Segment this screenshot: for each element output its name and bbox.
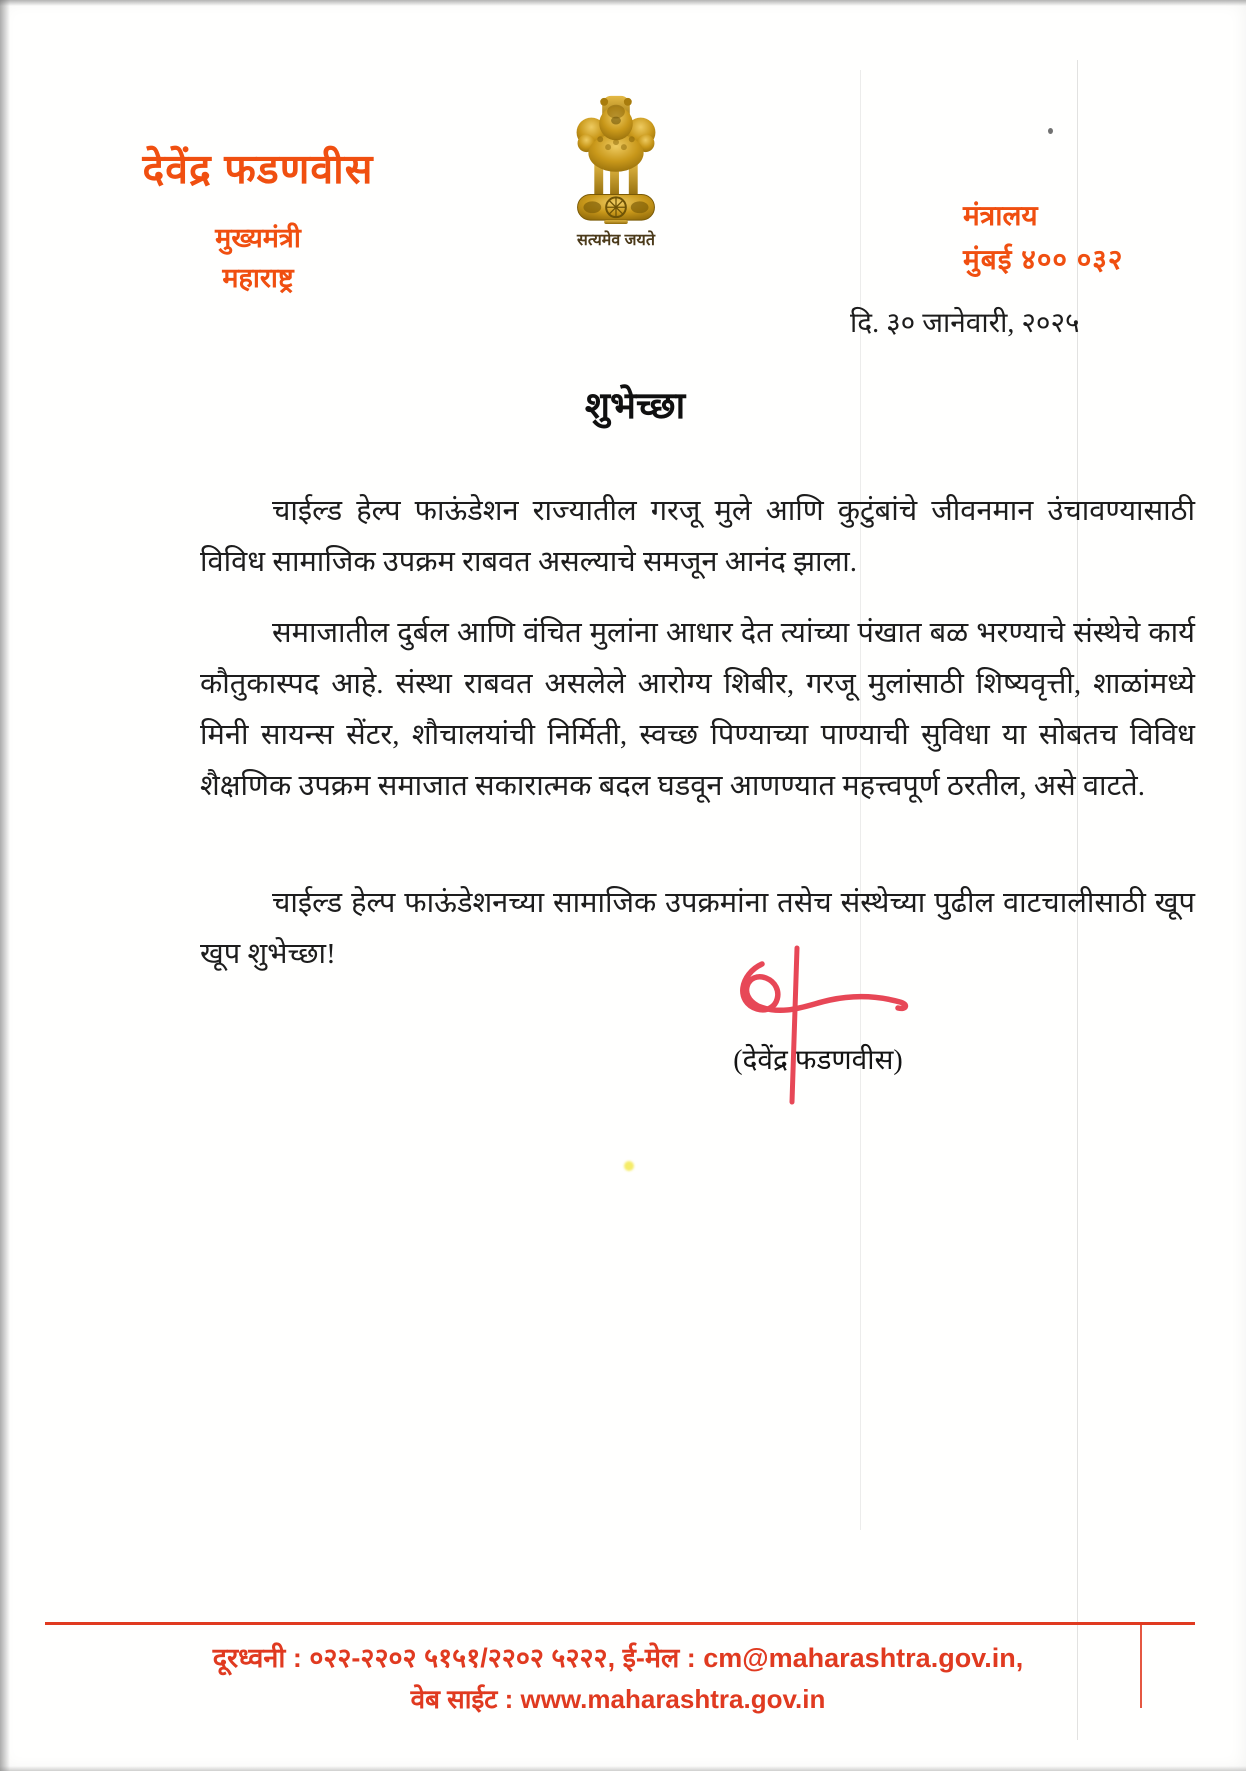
scan-edge-bottom [0,1766,1246,1771]
letterhead-address: मुंबई ४०० ०३२ [963,244,1124,275]
footer-contact-line: दूरध्वनी : ०२२-२२०२ ५१५१/२२०२ ५२२२, ई-मेल : cm@maharashtra.gov.in, [212,1643,1024,1673]
scan-speck [1048,128,1053,134]
footer-website-line: वेब साईट : www.maharashtra.gov.in [410,1684,826,1714]
date-line: दि. ३० जानेवारी, २०२५ [850,308,1080,339]
emblem-caption: सत्यमेव जयते [577,232,655,249]
ashoka-emblem-icon [566,88,666,226]
signature-mark [700,942,930,1110]
footer-rule-vertical [1140,1622,1142,1708]
letterhead-name: देवेंद्र फडणवीस [142,146,374,192]
scan-speck [624,1161,634,1171]
body-paragraph: चाईल्ड हेल्प फाऊंडेशनच्या सामाजिक उपक्रमांना तसेच संस्थेच्या पुढील वाटचालीसाठी खूप खूप शुभेच्छा! [200,887,1195,970]
body-paragraph: समाजातील दुर्बल आणि वंचित मुलांना आधार देत त्यांच्या पंखात बळ भरण्याचे संस्थेचे कार्य कौतुकास्पद आहे. संस्था राबवत असलेले आरोग्य शिबीर, गरजू मुलांसाठी शिष्यवृत्ती, शाळांमध्ये मिनी सायन्स सेंटर, शौचालयांची निर्मिती, स्वच्छ पिण्याच्या पाण्याची सुविधा या सोबतच विविध शैक्षणिक उपक्रम समाजात सकारात्मक बदल घडवून आणण्यात महत्त्वपूर्ण ठरतील, असे वाटते. [200,617,1195,802]
body-paragraph: चाईल्ड हेल्प फाऊंडेशन राज्यातील गरजू मुले आणि कुटुंबांचे जीवनमान उंचावण्यासाठी विविध सामाजिक उपक्रम राबवत असल्याचे समजून आनंद झाला. [200,495,1195,578]
signatory-name: (देवेंद्र फडणवीस) [733,1045,903,1076]
subject-heading: शुभेच्छा [584,386,686,427]
letterhead-state: महाराष्ट्र [222,263,294,293]
scan-edge-top [0,0,1246,6]
letterhead-office: मंत्रालय [963,200,1038,231]
letterhead-designation: मुख्यमंत्री [215,223,301,253]
scan-edge-left [0,0,10,1771]
footer-rule [45,1622,1195,1625]
